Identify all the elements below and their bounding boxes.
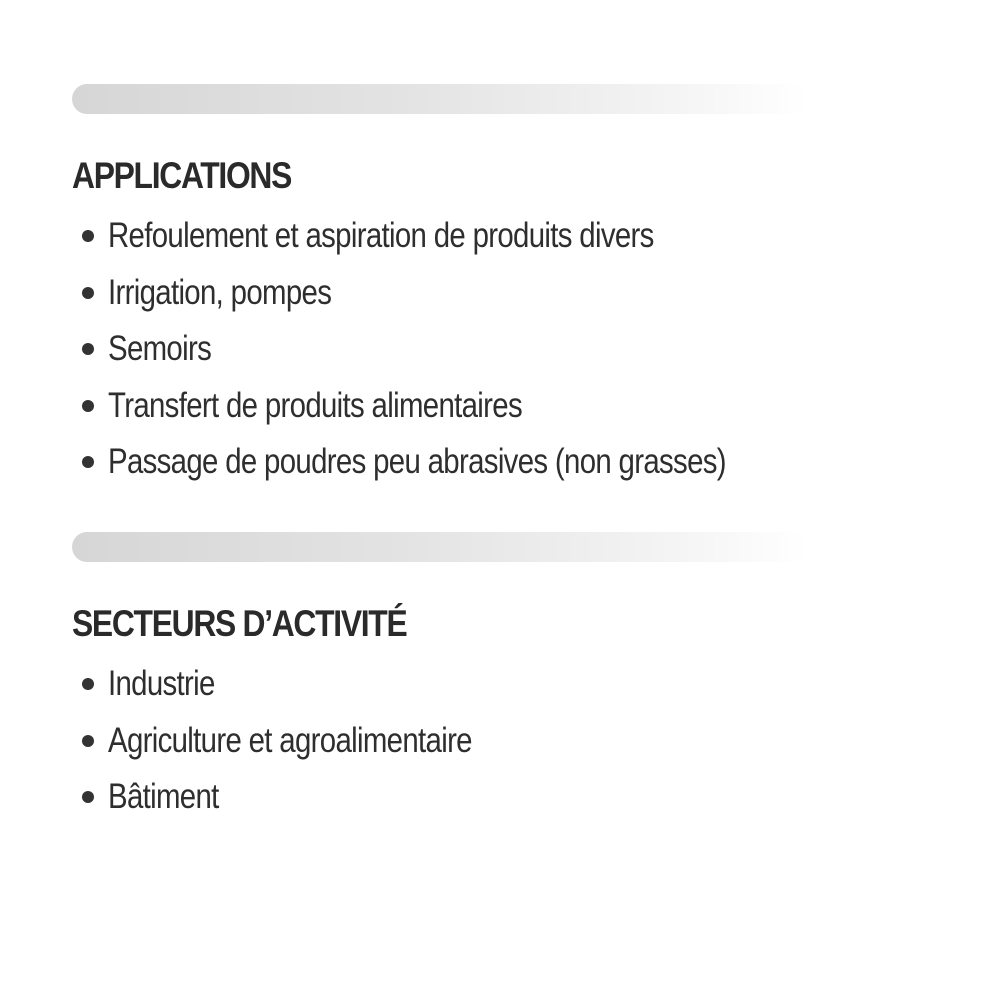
bullet-icon [82, 230, 94, 242]
list-item-text: Industrie [108, 664, 215, 704]
list-item-text: Semoirs [108, 329, 212, 369]
secteurs-section [72, 532, 932, 826]
bullet-icon [82, 400, 94, 412]
list-item-text: Agriculture et agroalimentaire [108, 720, 472, 760]
list-item-text: Transfert de produits alimentaires [108, 385, 523, 425]
bullet-icon [82, 678, 94, 690]
bullet-icon [82, 735, 94, 747]
list-item-text: Irrigation, pompes [108, 272, 332, 312]
applications-section [72, 84, 932, 491]
list-item-text: Bâtiment [108, 777, 219, 817]
list-item [72, 434, 932, 491]
secteurs-list [72, 656, 932, 826]
list-item [72, 769, 932, 826]
list-item [72, 378, 932, 435]
list-item-text: Passage de poudres peu abrasives (non grasses) [108, 442, 726, 482]
list-item [72, 713, 932, 770]
list-item [72, 656, 932, 713]
section-divider [72, 84, 807, 114]
list-item-text: Refoulement et aspiration de produits divers [108, 216, 654, 256]
section-title: SECTEURS D’ACTIVITÉ [72, 603, 407, 644]
list-item [72, 265, 932, 322]
list-item [72, 208, 932, 265]
bullet-icon [82, 287, 94, 299]
bullet-icon [82, 456, 94, 468]
bullet-icon [82, 343, 94, 355]
bullet-icon [82, 791, 94, 803]
applications-list [72, 208, 932, 491]
section-divider [72, 532, 807, 562]
section-title: APPLICATIONS [72, 155, 292, 196]
list-item [72, 321, 932, 378]
